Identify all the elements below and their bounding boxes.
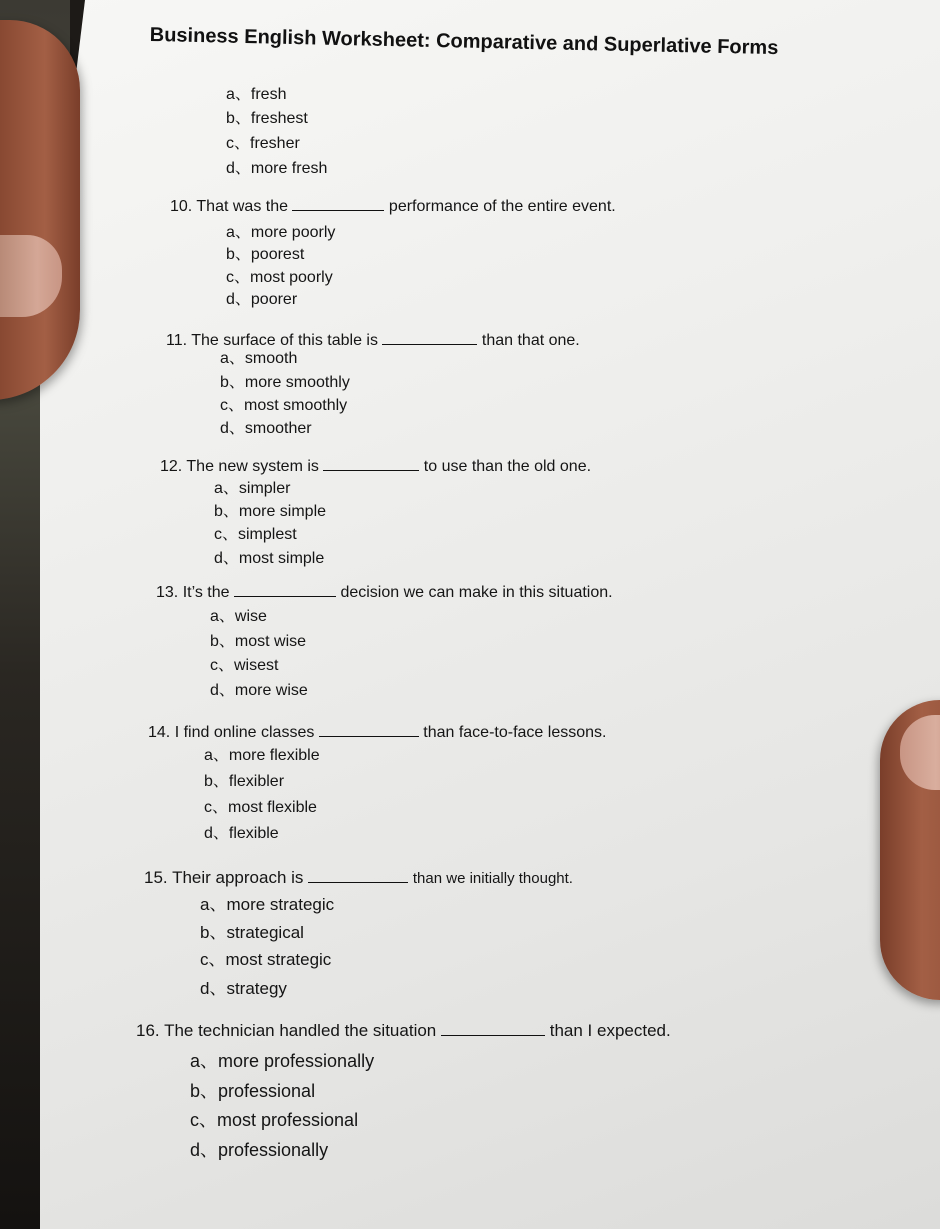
question-14 xyxy=(148,725,606,741)
question-number: 11. xyxy=(166,332,188,349)
question-10 xyxy=(170,199,616,215)
question-text-after: decision we can make in this situation. xyxy=(340,584,613,601)
question-15 xyxy=(144,869,573,886)
q10-option-d: d、poorer xyxy=(226,291,298,308)
q16-option-b: b、professional xyxy=(190,1081,316,1101)
question-text-after: than face-to-face lessons. xyxy=(423,724,607,741)
q16-option-a: a、more professionally xyxy=(190,1051,375,1071)
question-11 xyxy=(166,333,580,349)
q12-option-a: a、simpler xyxy=(214,480,291,497)
question-text-after: than I expected. xyxy=(549,1021,671,1040)
worksheet-paper xyxy=(40,0,940,1229)
q13-option-d: d、more wise xyxy=(210,682,308,699)
question-text-after: to use than the old one. xyxy=(423,458,592,475)
q9-option-c: c、fresher xyxy=(226,135,300,152)
q15-option-a: a、more strategic xyxy=(200,895,335,914)
question-number: 13. xyxy=(156,584,179,601)
q13-option-a: a、wise xyxy=(210,608,267,625)
q11-option-a: a、smooth xyxy=(220,350,298,367)
question-number: 12. xyxy=(160,458,183,475)
q9-option-a: a、fresh xyxy=(226,86,287,103)
q15-option-b: b、strategical xyxy=(200,923,304,942)
answer-blank xyxy=(308,881,408,883)
question-number: 15. xyxy=(144,868,168,887)
q15-option-d: d、strategy xyxy=(200,979,287,998)
q12-option-c: c、simplest xyxy=(214,526,297,543)
question-text-before: The new system is xyxy=(186,458,319,475)
answer-blank xyxy=(319,735,419,737)
answer-blank xyxy=(292,209,384,211)
q13-option-b: b、most wise xyxy=(210,633,307,650)
worksheet-title: Business English Worksheet: Comparative and Superlative Forms xyxy=(149,24,779,60)
q10-option-a: a、more poorly xyxy=(226,224,336,241)
question-number: 16. xyxy=(136,1021,160,1040)
question-text-after: than that one. xyxy=(481,332,580,349)
answer-blank xyxy=(234,595,336,597)
q11-option-c: c、most smoothly xyxy=(220,397,348,414)
q11-option-d: d、smoother xyxy=(220,420,312,437)
q14-option-b: b、flexibler xyxy=(204,773,285,790)
left-thumb xyxy=(0,20,80,400)
q13-option-c: c、wisest xyxy=(210,657,279,674)
question-text-before: The surface of this table is xyxy=(191,332,378,349)
question-text-after: than we initially thought. xyxy=(412,870,573,887)
question-number: 10. xyxy=(170,198,193,215)
answer-blank xyxy=(323,469,419,471)
q12-option-b: b、more simple xyxy=(214,503,327,520)
q10-option-c: c、most poorly xyxy=(226,269,333,286)
q15-option-c: c、most strategic xyxy=(200,950,332,969)
q9-option-d: d、more fresh xyxy=(226,160,328,177)
q11-option-b: b、more smoothly xyxy=(220,374,350,391)
q12-option-d: d、most simple xyxy=(214,550,325,567)
question-number: 14. xyxy=(148,724,171,741)
question-text-before: It’s the xyxy=(182,584,230,601)
q14-option-a: a、more flexible xyxy=(204,747,320,764)
question-text-before: That was the xyxy=(196,198,289,215)
question-text-before: I find online classes xyxy=(174,724,315,741)
question-16 xyxy=(136,1022,671,1039)
question-text-after: performance of the entire event. xyxy=(388,198,616,215)
q10-option-b: b、poorest xyxy=(226,246,305,263)
question-12 xyxy=(160,459,591,475)
question-text-before: The technician handled the situation xyxy=(164,1021,437,1040)
question-text-before: Their approach is xyxy=(172,868,304,887)
question-13 xyxy=(156,585,613,601)
q14-option-c: c、most flexible xyxy=(204,799,317,816)
q9-option-b: b、freshest xyxy=(226,110,308,127)
q16-option-c: c、most professional xyxy=(190,1110,359,1130)
answer-blank xyxy=(441,1034,545,1036)
answer-blank xyxy=(382,343,477,345)
q14-option-d: d、flexible xyxy=(204,825,279,842)
q16-option-d: d、professionally xyxy=(190,1140,329,1160)
